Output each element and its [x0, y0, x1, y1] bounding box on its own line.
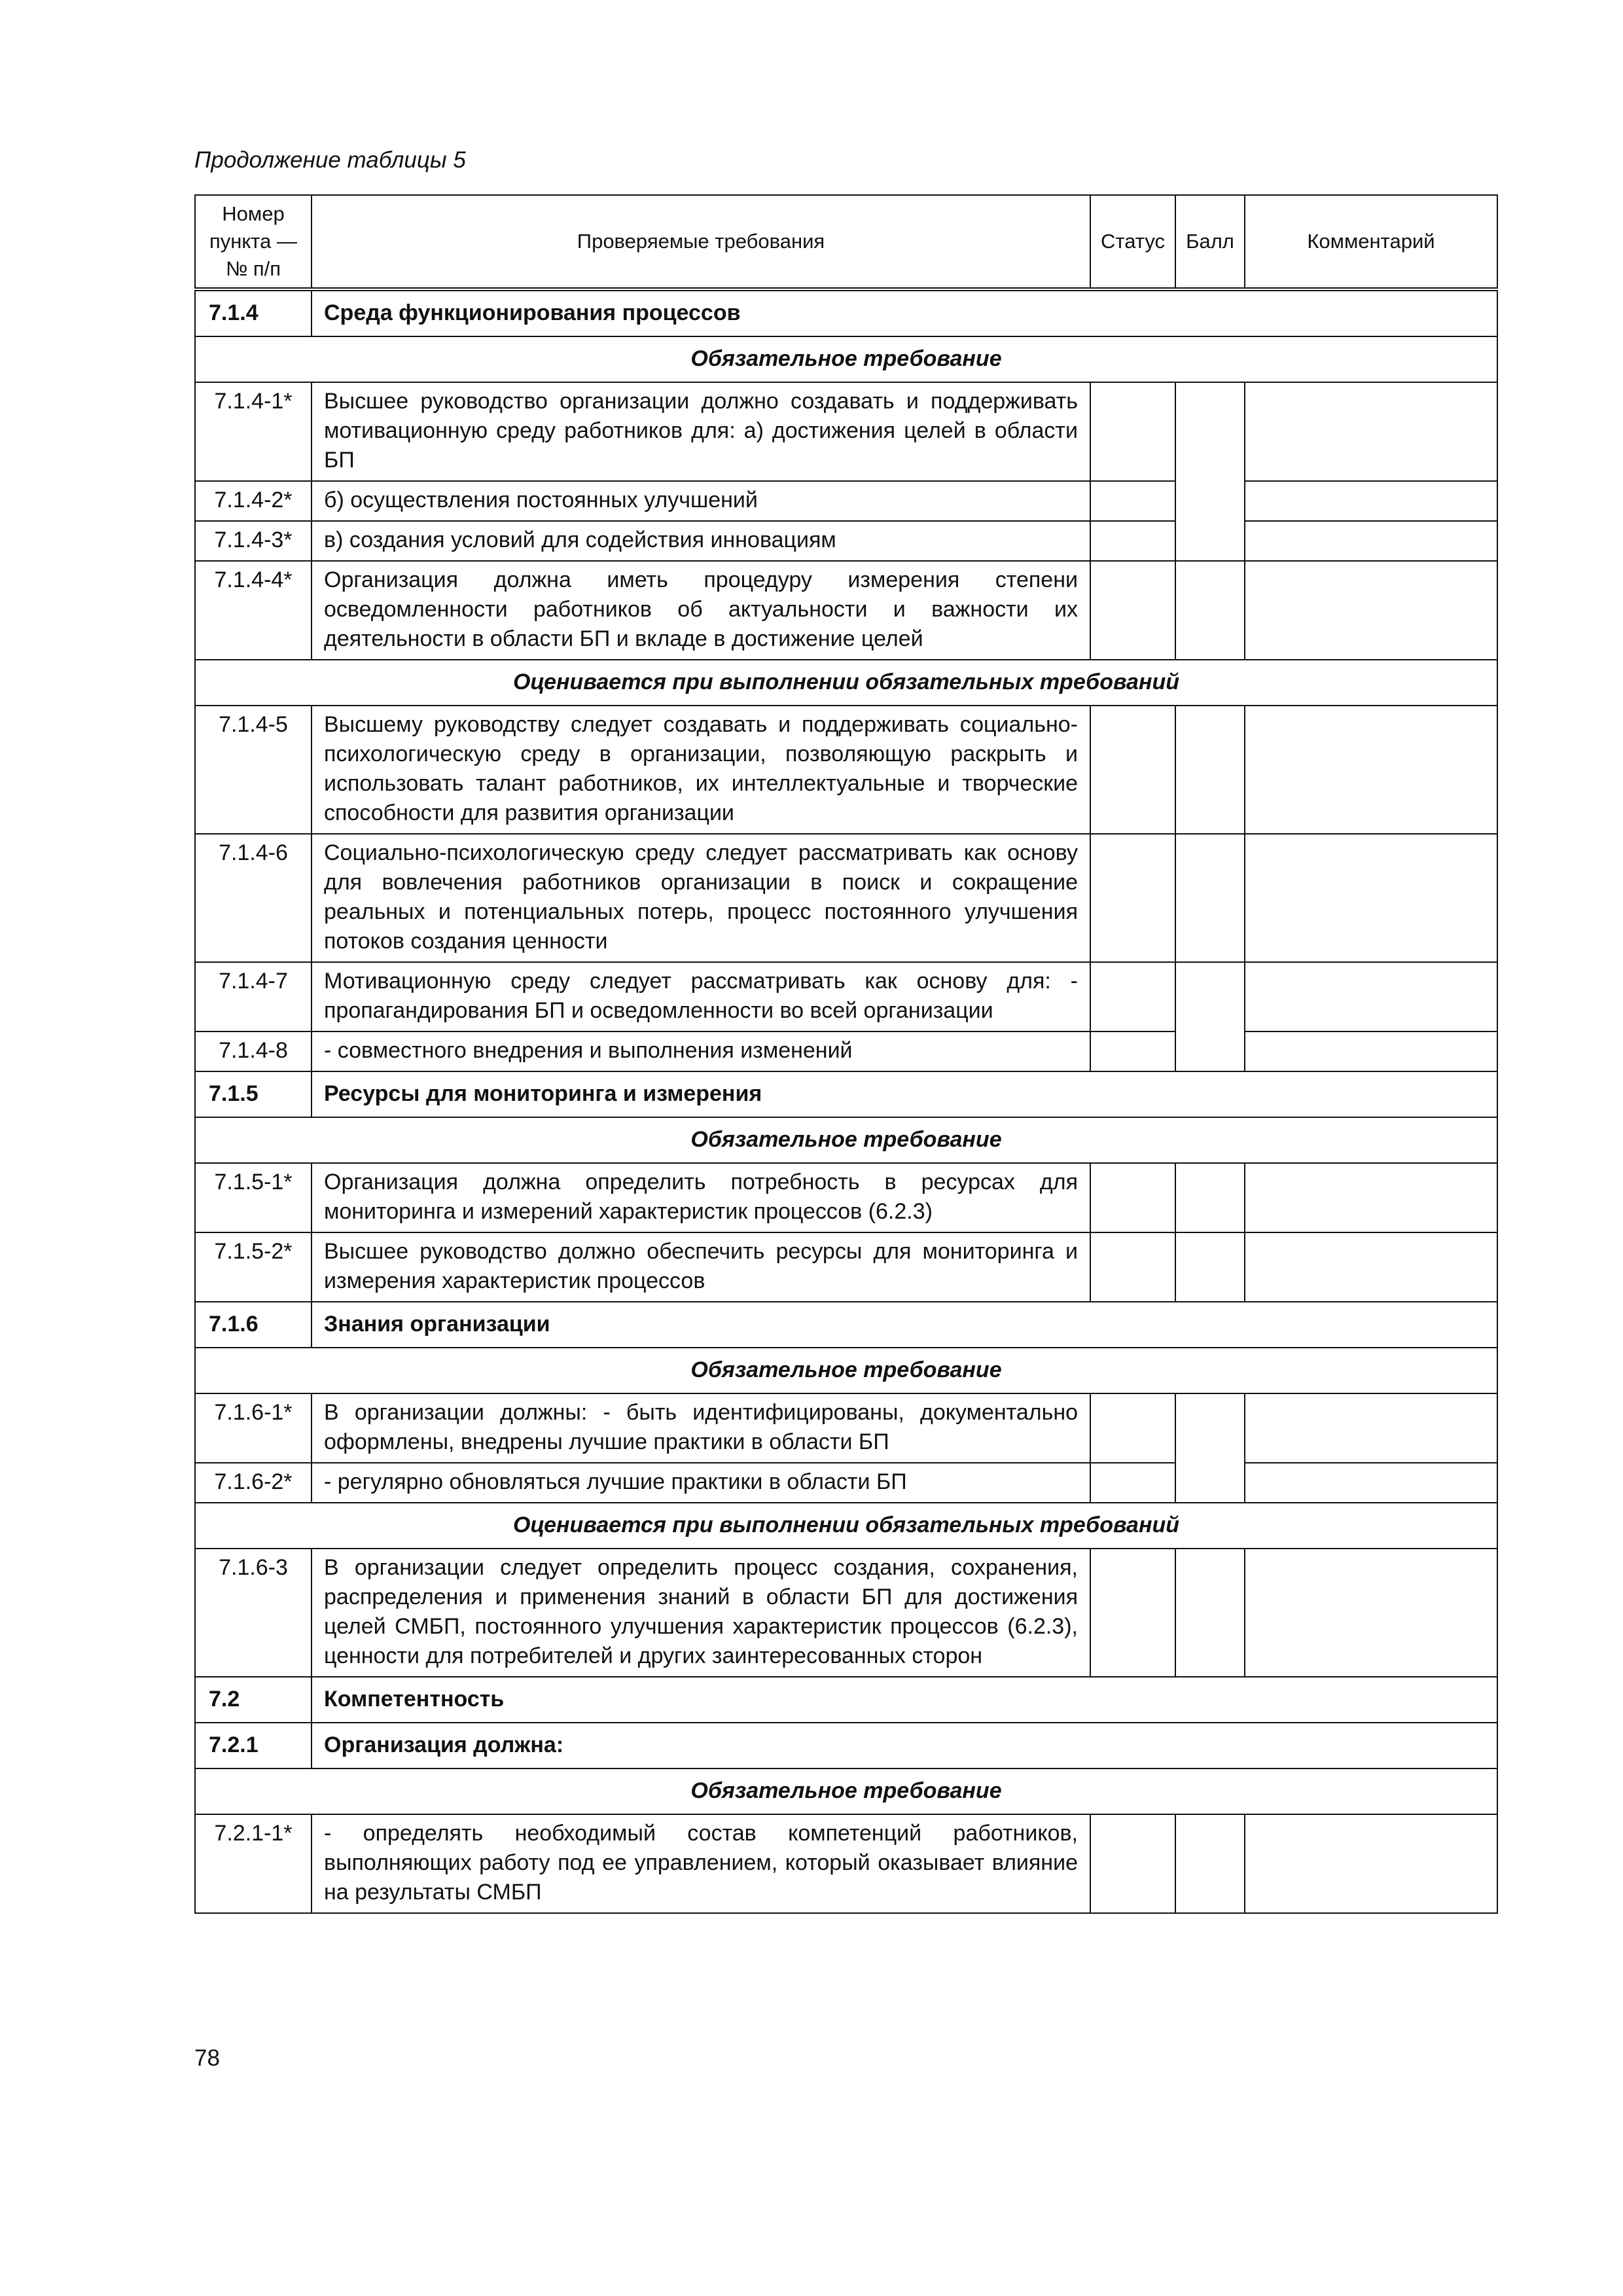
table-row	[195, 1549, 1497, 1677]
score-cell[interactable]	[1175, 1814, 1245, 1913]
category-label: Обязательное требование	[195, 1348, 1497, 1393]
category-row	[195, 1768, 1497, 1814]
table-row	[195, 481, 1497, 521]
comment-cell[interactable]	[1245, 1549, 1497, 1677]
item-text: Мотивационную среду следует рассматривать как основу для: - пропагандирования БП и осведомленности во всей организации	[312, 962, 1090, 1031]
item-text: Высшее руководство организации должно создавать и поддерживать мотивационную среду работников для: а) достижения целей в области БП	[312, 382, 1090, 481]
item-number: 7.1.5-1*	[195, 1163, 312, 1232]
table-row	[195, 962, 1497, 1031]
comment-cell[interactable]	[1245, 962, 1497, 1031]
section-number: 7.2.1	[195, 1723, 312, 1768]
requirements-table	[194, 194, 1498, 1914]
table-row	[195, 1163, 1497, 1232]
table-row	[195, 1232, 1497, 1302]
status-cell[interactable]	[1090, 1814, 1175, 1913]
item-text: Высшее руководство должно обеспечить ресурсы для мониторинга и измерения характеристик процессов	[312, 1232, 1090, 1302]
category-label: Оценивается при выполнении обязательных требований	[195, 1503, 1497, 1549]
table-header-row	[195, 195, 1497, 289]
status-cell[interactable]	[1090, 706, 1175, 834]
item-number: 7.1.5-2*	[195, 1232, 312, 1302]
comment-cell[interactable]	[1245, 1232, 1497, 1302]
table-row	[195, 382, 1497, 481]
category-row	[195, 1117, 1497, 1163]
table-row	[195, 1463, 1497, 1503]
score-cell[interactable]	[1175, 962, 1245, 1071]
score-cell[interactable]	[1175, 1232, 1245, 1302]
status-cell[interactable]	[1090, 834, 1175, 962]
section-number: 7.1.5	[195, 1071, 312, 1117]
score-cell[interactable]	[1175, 561, 1245, 660]
comment-cell[interactable]	[1245, 521, 1497, 561]
header-status: Статус	[1090, 195, 1175, 289]
section-row	[195, 1723, 1497, 1768]
comment-cell[interactable]	[1245, 834, 1497, 962]
table-row	[195, 561, 1497, 660]
section-row	[195, 289, 1497, 336]
item-number: 7.2.1-1*	[195, 1814, 312, 1913]
item-number: 7.1.4-4*	[195, 561, 312, 660]
table-row	[195, 1031, 1497, 1071]
comment-cell[interactable]	[1245, 1393, 1497, 1463]
comment-cell[interactable]	[1245, 706, 1497, 834]
section-title: Компетентность	[312, 1677, 1497, 1723]
section-row	[195, 1302, 1497, 1348]
section-title: Ресурсы для мониторинга и измерения	[312, 1071, 1497, 1117]
table-row	[195, 834, 1497, 962]
item-text: Организация должна иметь процедуру измерения степени осведомленности работников об актуальности и важности их деятельности в области БП и вкладе в достижение целей	[312, 561, 1090, 660]
section-title: Среда функционирования процессов	[312, 289, 1497, 336]
status-cell[interactable]	[1090, 382, 1175, 481]
score-cell[interactable]	[1175, 1393, 1245, 1503]
comment-cell[interactable]	[1245, 1463, 1497, 1503]
score-cell[interactable]	[1175, 1549, 1245, 1677]
category-label: Обязательное требование	[195, 1768, 1497, 1814]
category-label: Оценивается при выполнении обязательных требований	[195, 660, 1497, 706]
item-text: - совместного внедрения и выполнения изменений	[312, 1031, 1090, 1071]
section-row	[195, 1677, 1497, 1723]
item-text: Социально-психологическую среду следует рассматривать как основу для вовлечения работников организации в поиск и сокращение реальных и потенциальных потерь, процесс постоянного улучшения потоков создания ценности	[312, 834, 1090, 962]
section-number: 7.1.4	[195, 289, 312, 336]
section-number: 7.2	[195, 1677, 312, 1723]
status-cell[interactable]	[1090, 1463, 1175, 1503]
category-row	[195, 660, 1497, 706]
header-requirements: Проверяемые требования	[312, 195, 1090, 289]
section-row	[195, 1071, 1497, 1117]
status-cell[interactable]	[1090, 962, 1175, 1031]
section-title: Знания организации	[312, 1302, 1497, 1348]
category-label: Обязательное требование	[195, 1117, 1497, 1163]
score-cell[interactable]	[1175, 1163, 1245, 1232]
item-number: 7.1.4-1*	[195, 382, 312, 481]
category-row	[195, 1503, 1497, 1549]
item-number: 7.1.6-1*	[195, 1393, 312, 1463]
status-cell[interactable]	[1090, 1031, 1175, 1071]
item-text: Организация должна определить потребность в ресурсах для мониторинга и измерений характеристик процессов (6.2.3)	[312, 1163, 1090, 1232]
item-number: 7.1.4-8	[195, 1031, 312, 1071]
item-text: Высшему руководству следует создавать и поддерживать социально-психологическую среду в организации, позволяющую раскрыть и использовать талант работников, их интеллектуальные и творческие способности для развития организации	[312, 706, 1090, 834]
section-number: 7.1.6	[195, 1302, 312, 1348]
status-cell[interactable]	[1090, 561, 1175, 660]
item-number: 7.1.4-2*	[195, 481, 312, 521]
item-number: 7.1.6-2*	[195, 1463, 312, 1503]
status-cell[interactable]	[1090, 1549, 1175, 1677]
item-text: б) осуществления постоянных улучшений	[312, 481, 1090, 521]
comment-cell[interactable]	[1245, 1814, 1497, 1913]
status-cell[interactable]	[1090, 1163, 1175, 1232]
table-row	[195, 1814, 1497, 1913]
comment-cell[interactable]	[1245, 1031, 1497, 1071]
header-comment: Комментарий	[1245, 195, 1497, 289]
item-number: 7.1.4-7	[195, 962, 312, 1031]
score-cell[interactable]	[1175, 834, 1245, 962]
comment-cell[interactable]	[1245, 382, 1497, 481]
category-row	[195, 336, 1497, 382]
item-text: - определять необходимый состав компетенций работников, выполняющих работу под ее управлением, который оказывает влияние на результаты СМБП	[312, 1814, 1090, 1913]
category-label: Обязательное требование	[195, 336, 1497, 382]
score-cell[interactable]	[1175, 706, 1245, 834]
status-cell[interactable]	[1090, 481, 1175, 521]
section-title: Организация должна:	[312, 1723, 1497, 1768]
header-number: Номер пункта — № п/п	[195, 195, 312, 289]
status-cell[interactable]	[1090, 1232, 1175, 1302]
score-cell[interactable]	[1175, 382, 1245, 561]
item-text: в) создания условий для содействия инновациям	[312, 521, 1090, 561]
item-number: 7.1.4-6	[195, 834, 312, 962]
table-caption: Продолжение таблицы 5	[194, 147, 466, 173]
status-cell[interactable]	[1090, 1393, 1175, 1463]
item-number: 7.1.4-3*	[195, 521, 312, 561]
table-row	[195, 706, 1497, 834]
table-row	[195, 521, 1497, 561]
item-number: 7.1.6-3	[195, 1549, 312, 1677]
item-number: 7.1.4-5	[195, 706, 312, 834]
table-row	[195, 1393, 1497, 1463]
comment-cell[interactable]	[1245, 1163, 1497, 1232]
comment-cell[interactable]	[1245, 481, 1497, 521]
item-text: В организации следует определить процесс создания, сохранения, распределения и применения знаний в области БП для достижения целей СМБП, постоянного улучшения характеристик процессов (6.2.3), ценности для потребителей и других заинтересованных сторон	[312, 1549, 1090, 1677]
page-number: 78	[194, 2045, 220, 2071]
category-row	[195, 1348, 1497, 1393]
header-score: Балл	[1175, 195, 1245, 289]
item-text: - регулярно обновляться лучшие практики в области БП	[312, 1463, 1090, 1503]
comment-cell[interactable]	[1245, 561, 1497, 660]
item-text: В организации должны: - быть идентифицированы, документально оформлены, внедрены лучшие практики в области БП	[312, 1393, 1090, 1463]
status-cell[interactable]	[1090, 521, 1175, 561]
